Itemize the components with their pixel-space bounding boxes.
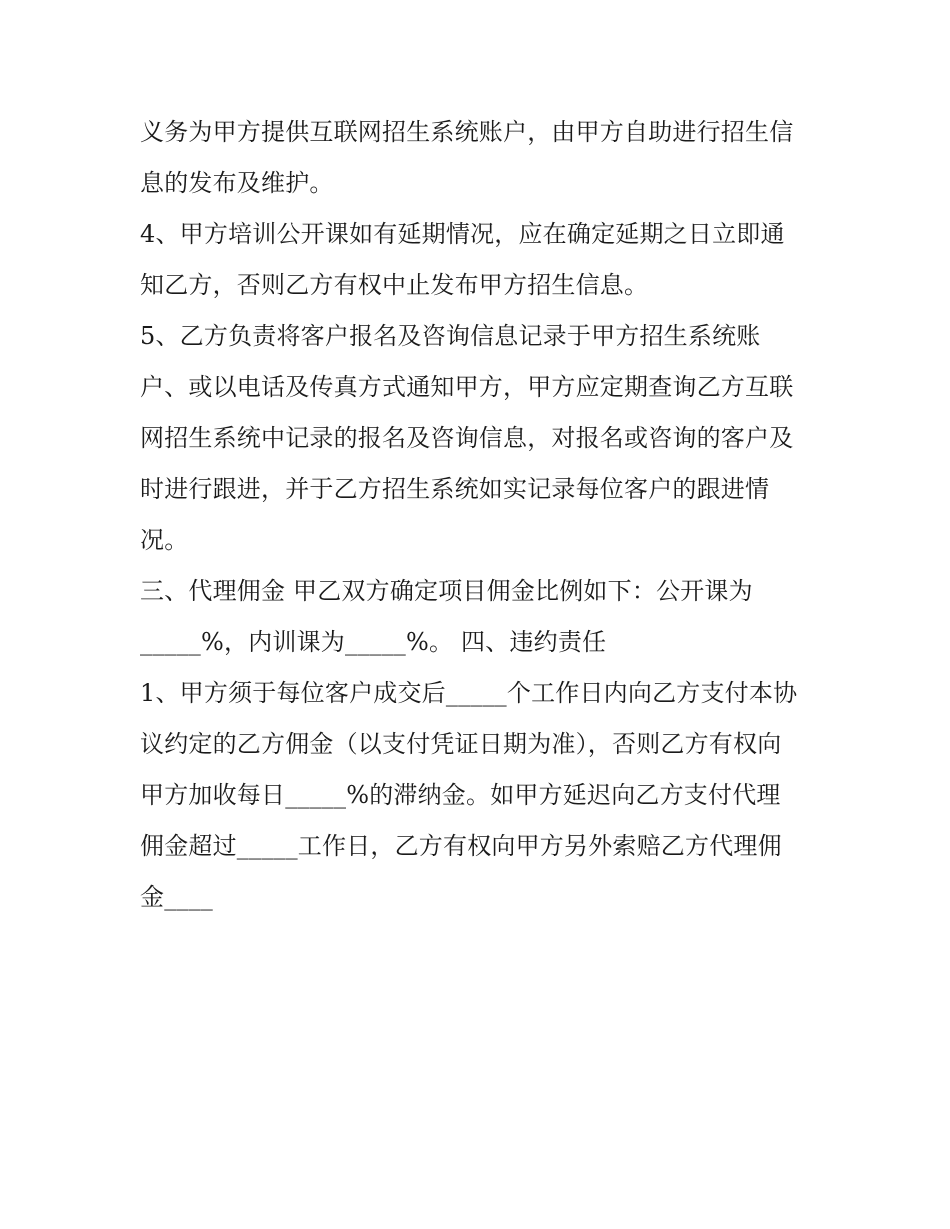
text-line: 三、代理佣金 甲乙双方确定项目佣金比例如下：公开课为: [140, 577, 753, 605]
text-line: 网招生系统中记录的报名及咨询信息，对报名或咨询的客户及: [140, 424, 794, 452]
text-line: 况。: [140, 526, 189, 554]
text-line: 时进行跟进，并于乙方招生系统如实记录每位客户的跟进情: [140, 475, 770, 503]
text-line: 义务为甲方提供互联网招生系统账户，由甲方自助进行招生信: [140, 118, 794, 146]
text-line: 佣金超过_____工作日，乙方有权向甲方另外索赔乙方代理佣: [140, 832, 782, 860]
text-line: 知乙方，否则乙方有权中止发布甲方招生信息。: [140, 271, 649, 299]
text-line: 议约定的乙方佣金（以支付凭证日期为准），否则乙方有权向: [140, 730, 782, 758]
text-line: 甲方加收每日_____%的滞纳金。如甲方延迟向乙方支付代理: [140, 781, 781, 809]
text-line: 户、或以电话及传真方式通知甲方，甲方应定期查询乙方互联: [140, 373, 794, 401]
text-line: 1、甲方须于每位客户成交后_____个工作日内向乙方支付本协: [140, 679, 798, 707]
text-line: _____%，内训课为_____%。 四、违约责任: [140, 628, 607, 656]
text-line: 5、乙方负责将客户报名及咨询信息记录于甲方招生系统账: [140, 322, 761, 350]
text-line: 金____: [140, 883, 213, 911]
document-body: [140, 107, 820, 923]
text-line: 4、甲方培训公开课如有延期情况，应在确定延期之日立即通: [140, 220, 785, 248]
text-line: 息的发布及维护。: [140, 169, 334, 197]
